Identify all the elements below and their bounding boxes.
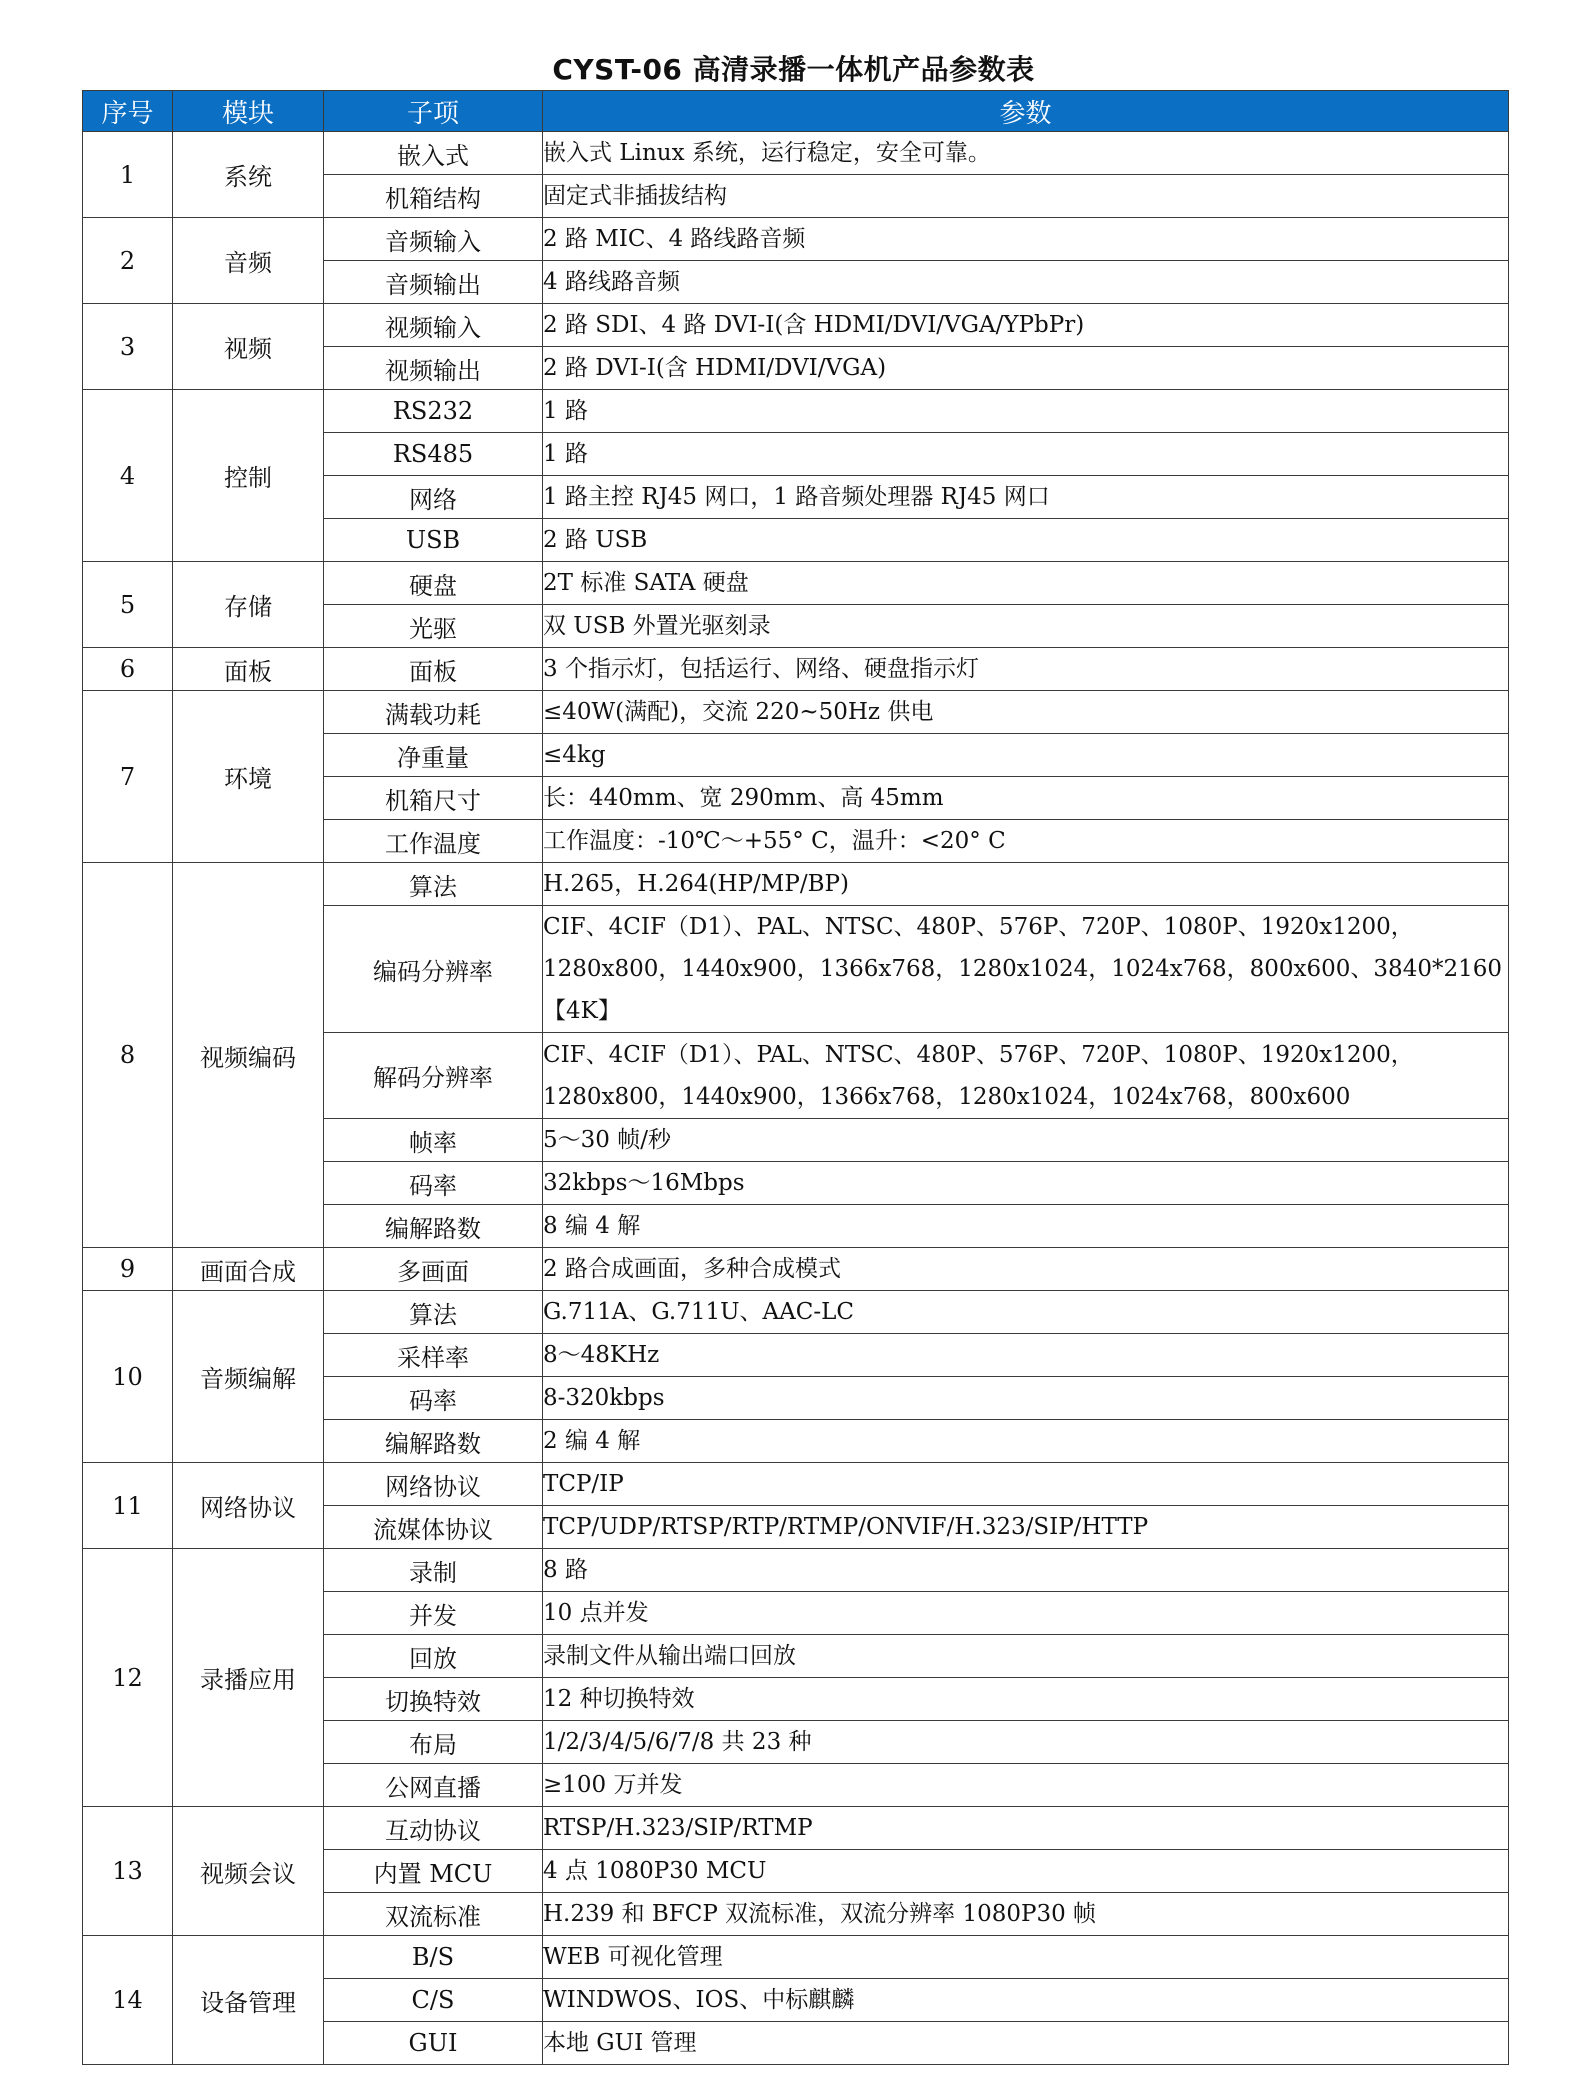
param-cell: CIF、4CIF（D1）、PAL、NTSC、480P、576P、720P、1080P、1920x1200，1280x800，1440x900，1366x768，1280x1024，1024x768，800x600、3840*2160【4K】 <box>543 906 1509 1033</box>
param-cell: H.239 和 BFCP 双流标准，双流分辨率 1080P30 帧 <box>543 1893 1509 1936</box>
param-cell: ≤40W(满配)，交流 220~50Hz 供电 <box>543 691 1509 734</box>
param-cell: 2 路 DVI-I(含 HDMI/DVI/VGA) <box>543 347 1509 390</box>
sub-item-cell: 网络 <box>324 476 543 519</box>
param-cell: 4 路线路音频 <box>543 261 1509 304</box>
param-cell: 32kbps～16Mbps <box>543 1162 1509 1205</box>
param-cell: 8-320kbps <box>543 1377 1509 1420</box>
sub-item-cell: 面板 <box>324 648 543 691</box>
row-index-cell: 10 <box>83 1291 173 1463</box>
sub-item-cell: 码率 <box>324 1162 543 1205</box>
spec-table <box>82 90 1509 2065</box>
sub-item-cell: 解码分辨率 <box>324 1033 543 1119</box>
document-title: CYST-06 高清录播一体机产品参数表 <box>552 53 1035 86</box>
sub-item-cell: 满载功耗 <box>324 691 543 734</box>
sub-item-cell: 编解路数 <box>324 1205 543 1248</box>
module-cell: 存储 <box>173 562 324 648</box>
sub-item-cell: 并发 <box>324 1592 543 1635</box>
row-index-cell: 4 <box>83 390 173 562</box>
row-index-cell: 12 <box>83 1549 173 1807</box>
table-row <box>83 1248 1509 1291</box>
module-cell: 设备管理 <box>173 1936 324 2065</box>
module-cell: 音频编解 <box>173 1291 324 1463</box>
sub-item-cell: 网络协议 <box>324 1463 543 1506</box>
sub-item-cell: 编解路数 <box>324 1420 543 1463</box>
param-cell: 8 路 <box>543 1549 1509 1592</box>
sub-item-cell: 机箱尺寸 <box>324 777 543 820</box>
param-cell: WINDWOS、IOS、中标麒麟 <box>543 1979 1509 2022</box>
param-cell: 本地 GUI 管理 <box>543 2022 1509 2065</box>
sub-item-cell: RS232 <box>324 390 543 433</box>
sub-item-cell: 帧率 <box>324 1119 543 1162</box>
table-row <box>83 1291 1509 1334</box>
module-cell: 面板 <box>173 648 324 691</box>
sub-item-cell: 内置 MCU <box>324 1850 543 1893</box>
param-cell: 1 路 <box>543 433 1509 476</box>
sub-item-cell: 切换特效 <box>324 1678 543 1721</box>
sub-item-cell: 算法 <box>324 1291 543 1334</box>
param-cell: 双 USB 外置光驱刻录 <box>543 605 1509 648</box>
table-row <box>83 648 1509 691</box>
table-row <box>83 1463 1509 1506</box>
module-cell: 画面合成 <box>173 1248 324 1291</box>
header-index: 序号 <box>83 91 173 132</box>
param-cell: 2 路 MIC、4 路线路音频 <box>543 218 1509 261</box>
param-cell: G.711A、G.711U、AAC-LC <box>543 1291 1509 1334</box>
param-cell: 8 编 4 解 <box>543 1205 1509 1248</box>
module-cell: 视频 <box>173 304 324 390</box>
table-row <box>83 390 1509 433</box>
param-cell: 嵌入式 Linux 系统，运行稳定，安全可靠。 <box>543 132 1509 175</box>
row-index-cell: 1 <box>83 132 173 218</box>
table-row <box>83 218 1509 261</box>
param-cell: RTSP/H.323/SIP/RTMP <box>543 1807 1509 1850</box>
param-cell: TCP/IP <box>543 1463 1509 1506</box>
module-cell: 控制 <box>173 390 324 562</box>
param-cell: 2 路 SDI、4 路 DVI-I(含 HDMI/DVI/VGA/YPbPr) <box>543 304 1509 347</box>
table-body <box>83 132 1509 2065</box>
param-cell: 5～30 帧/秒 <box>543 1119 1509 1162</box>
sub-item-cell: 采样率 <box>324 1334 543 1377</box>
row-index-cell: 6 <box>83 648 173 691</box>
header-item: 子项 <box>324 91 543 132</box>
table-row <box>83 1807 1509 1850</box>
sub-item-cell: 光驱 <box>324 605 543 648</box>
sub-item-cell: 音频输出 <box>324 261 543 304</box>
param-cell: 固定式非插拔结构 <box>543 175 1509 218</box>
row-index-cell: 5 <box>83 562 173 648</box>
sub-item-cell: 录制 <box>324 1549 543 1592</box>
sub-item-cell: 视频输出 <box>324 347 543 390</box>
sub-item-cell: USB <box>324 519 543 562</box>
param-cell: H.265，H.264(HP/MP/BP) <box>543 863 1509 906</box>
row-index-cell: 9 <box>83 1248 173 1291</box>
header-param: 参数 <box>543 91 1509 132</box>
table-row <box>83 1549 1509 1592</box>
sub-item-cell: 多画面 <box>324 1248 543 1291</box>
module-cell: 网络协议 <box>173 1463 324 1549</box>
param-cell: 工作温度：-10℃～+55° C，温升：<20° C <box>543 820 1509 863</box>
sub-item-cell: 视频输入 <box>324 304 543 347</box>
param-cell: TCP/UDP/RTSP/RTP/RTMP/ONVIF/H.323/SIP/HTTP <box>543 1506 1509 1549</box>
module-cell: 系统 <box>173 132 324 218</box>
module-cell: 录播应用 <box>173 1549 324 1807</box>
param-cell: 2T 标准 SATA 硬盘 <box>543 562 1509 605</box>
sub-item-cell: 嵌入式 <box>324 132 543 175</box>
sub-item-cell: 布局 <box>324 1721 543 1764</box>
module-cell: 视频编码 <box>173 863 324 1248</box>
sub-item-cell: 码率 <box>324 1377 543 1420</box>
table-row <box>83 132 1509 175</box>
sub-item-cell: 公网直播 <box>324 1764 543 1807</box>
param-cell: 2 编 4 解 <box>543 1420 1509 1463</box>
param-cell: 8～48KHz <box>543 1334 1509 1377</box>
table-row <box>83 1936 1509 1979</box>
row-index-cell: 14 <box>83 1936 173 2065</box>
param-cell: 10 点并发 <box>543 1592 1509 1635</box>
sub-item-cell: 互动协议 <box>324 1807 543 1850</box>
param-cell: 1/2/3/4/5/6/7/8 共 23 种 <box>543 1721 1509 1764</box>
param-cell: 2 路 USB <box>543 519 1509 562</box>
sub-item-cell: 机箱结构 <box>324 175 543 218</box>
sub-item-cell: 编码分辨率 <box>324 906 543 1033</box>
param-cell: ≥100 万并发 <box>543 1764 1509 1807</box>
table-row <box>83 562 1509 605</box>
param-cell: WEB 可视化管理 <box>543 1936 1509 1979</box>
sub-item-cell: 流媒体协议 <box>324 1506 543 1549</box>
sub-item-cell: RS485 <box>324 433 543 476</box>
module-cell: 环境 <box>173 691 324 863</box>
row-index-cell: 2 <box>83 218 173 304</box>
param-cell: 长：440mm、宽 290mm、高 45mm <box>543 777 1509 820</box>
header-module: 模块 <box>173 91 324 132</box>
module-cell: 视频会议 <box>173 1807 324 1936</box>
sub-item-cell: 回放 <box>324 1635 543 1678</box>
sub-item-cell: GUI <box>324 2022 543 2065</box>
table-row <box>83 304 1509 347</box>
sub-item-cell: 算法 <box>324 863 543 906</box>
sub-item-cell: 工作温度 <box>324 820 543 863</box>
module-cell: 音频 <box>173 218 324 304</box>
row-index-cell: 7 <box>83 691 173 863</box>
table-row <box>83 691 1509 734</box>
sub-item-cell: C/S <box>324 1979 543 2022</box>
param-cell: ≤4kg <box>543 734 1509 777</box>
row-index-cell: 11 <box>83 1463 173 1549</box>
param-cell: CIF、4CIF（D1）、PAL、NTSC、480P、576P、720P、1080P、1920x1200，1280x800，1440x900，1366x768，1280x1024，1024x768，800x600 <box>543 1033 1509 1119</box>
sub-item-cell: 双流标准 <box>324 1893 543 1936</box>
param-cell: 1 路主控 RJ45 网口，1 路音频处理器 RJ45 网口 <box>543 476 1509 519</box>
row-index-cell: 13 <box>83 1807 173 1936</box>
row-index-cell: 8 <box>83 863 173 1248</box>
param-cell: 3 个指示灯，包括运行、网络、硬盘指示灯 <box>543 648 1509 691</box>
param-cell: 12 种切换特效 <box>543 1678 1509 1721</box>
row-index-cell: 3 <box>83 304 173 390</box>
table-header-row <box>83 91 1509 132</box>
param-cell: 1 路 <box>543 390 1509 433</box>
table-row <box>83 863 1509 906</box>
sub-item-cell: B/S <box>324 1936 543 1979</box>
sub-item-cell: 音频输入 <box>324 218 543 261</box>
sub-item-cell: 硬盘 <box>324 562 543 605</box>
param-cell: 2 路合成画面，多种合成模式 <box>543 1248 1509 1291</box>
param-cell: 录制文件从输出端口回放 <box>543 1635 1509 1678</box>
sub-item-cell: 净重量 <box>324 734 543 777</box>
param-cell: 4 点 1080P30 MCU <box>543 1850 1509 1893</box>
